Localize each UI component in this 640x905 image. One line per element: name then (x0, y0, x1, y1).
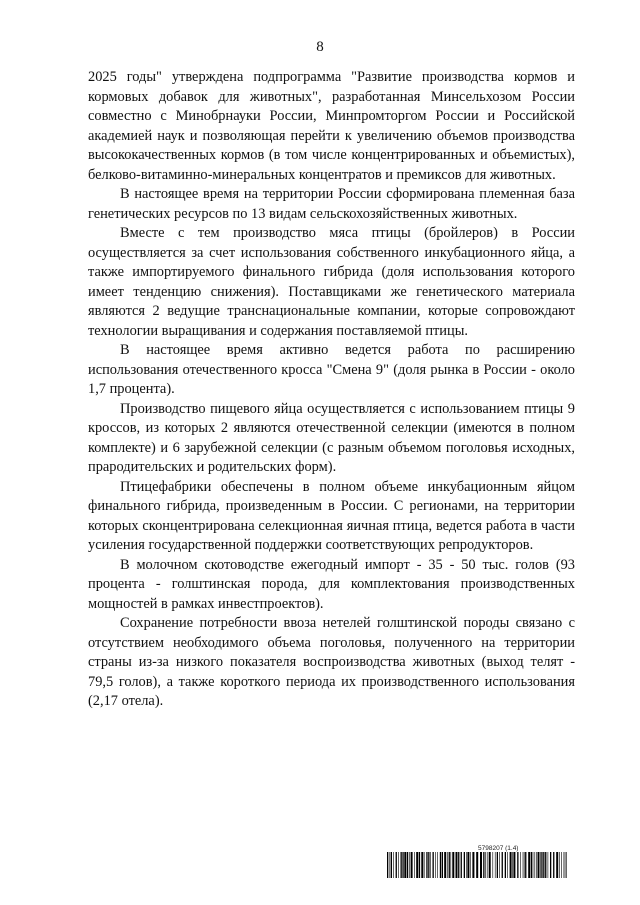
page-number: 8 (316, 39, 324, 55)
barcode-bar (426, 852, 427, 878)
barcode-bar (531, 852, 532, 878)
barcode-bar (409, 852, 410, 878)
barcode-bar (533, 852, 534, 878)
barcode-bar (424, 852, 425, 878)
barcode-bar (550, 852, 551, 878)
paragraph: 2025 годы" утверждена подпрограмма "Развитие производства кормов и кормовых добавок для животных", разработанная Минсельхозом России совместно с Минобрнауки России, Минпромторгом России и Российской академией наук и позволяющая перейти к увеличению объемов производства высококачественных кормов (в том числе концентрированных и объемистых), белково-витаминно-минеральных концентратов и премиксов для животных. (88, 69, 575, 183)
barcode-bar (396, 852, 397, 878)
barcode-bar (421, 852, 423, 878)
barcode-bar (472, 852, 474, 878)
barcode-bar (458, 852, 459, 878)
barcode-bar (517, 852, 518, 878)
paragraph: Вместе с тем производство мяса птицы (бройлеров) в России осуществляется за счет использования собственного инкубационного яйца, а также импортируемого финального гибрида (доля использования которого имеет тенденцию снижения). Поставщиками же генетического материала являются 2 ведущие транснациональные компании, которые сопровождают технологии выращивания и содержания поставляемой птицы. (88, 225, 575, 339)
barcode-bar (414, 852, 415, 878)
barcode-bar (402, 852, 403, 878)
barcode-bar (561, 852, 562, 878)
barcode-bar (428, 852, 429, 878)
barcode-bar (564, 852, 565, 878)
barcode-bar (451, 852, 452, 878)
barcode-bar (487, 852, 488, 878)
paragraph: В настоящее время на территории России сформирована племенная база генетических ресурсов по 13 видам сельскохозяйственных животных. (88, 186, 575, 222)
barcode-bar (461, 852, 462, 878)
barcode-bar (437, 852, 438, 878)
barcode-bar (510, 852, 512, 878)
barcode-bar (480, 852, 482, 878)
barcode-bar (543, 852, 544, 878)
barcode-bar (449, 852, 450, 878)
barcode-bar (387, 852, 388, 878)
barcode-bar (523, 852, 524, 878)
barcode-bar (430, 852, 431, 878)
barcode-bar (435, 852, 436, 878)
barcode-bar (483, 852, 484, 878)
barcode-bar (495, 852, 496, 878)
barcode-bar (493, 852, 494, 878)
paragraph: В настоящее время активно ведется работа по расширению использования отечественного кросса "Смена 9" (доля рынка в России - около 1,7 процента). (88, 342, 575, 397)
barcode-bar (401, 852, 402, 878)
barcode-bar (536, 852, 537, 878)
barcode-bar (489, 852, 491, 878)
barcode-bar (447, 852, 448, 878)
barcode-bar (528, 852, 530, 878)
barcode-bar (524, 852, 525, 878)
barcode-bar (540, 852, 541, 878)
barcode-bar (470, 852, 471, 878)
barcode-bar (502, 852, 503, 878)
barcode-bar (535, 852, 536, 878)
barcode-bar (391, 852, 392, 878)
barcode-bar (499, 852, 500, 878)
barcode-bar (452, 852, 454, 878)
paragraph: В молочном скотоводстве ежегодный импорт - 35 - 50 тыс. голов (93 процента - голштинская порода, для комплектования производственных мощностей в рамках инвестпроектов). (88, 556, 575, 612)
barcode-bar (464, 852, 465, 878)
paragraph: Птицефабрики обеспечены в полном объеме инкубационным яйцом финального гибрида, произведенным в России. С регионами, на территории которых сконцентрирована селекционная яичная птица, ведется работа в части усиления государственной поддержки соответствующих репродукторов. (88, 478, 575, 553)
barcode-bar (505, 852, 506, 878)
barcode-bar (520, 852, 521, 878)
barcode-bar (513, 852, 515, 878)
barcode-bar (512, 852, 513, 878)
barcode-bar (404, 852, 406, 878)
barcode-bar (440, 852, 441, 878)
barcode-bar (416, 852, 418, 878)
document-code: 5798207 (1.4) (478, 845, 519, 852)
barcode-bar (507, 852, 508, 878)
barcode-bar (390, 852, 391, 878)
barcode-bar (541, 852, 542, 878)
barcode-bar (442, 852, 443, 878)
paragraph: Сохранение потребности ввоза нетелей голштинской породы связано с отсутствием необходимого объема поголовья, полученного на территории страны из-за низкого показателя воспроизводства животных (выход телят - 79,5 голов), а также короткого периода их производственного использования (2,17 отела). (88, 615, 575, 709)
barcode-bar (444, 852, 446, 878)
paragraph: Производство пищевого яйца осуществляется с использованием птицы 9 кроссов, из которых 2 являются отечественной селекции (имеются в полном комплекте) и 6 зарубежной селекции (с разным объемом поголовья исходных, прародительских и родительских форм). (88, 400, 575, 475)
barcode-bar (393, 852, 394, 878)
barcode-bar (565, 852, 566, 878)
barcode-bar (411, 852, 413, 878)
barcode-bar (538, 852, 540, 878)
barcode-bar (467, 852, 469, 878)
barcode-bar (497, 852, 498, 878)
body-text (88, 68, 575, 712)
barcode-bar (419, 852, 420, 878)
barcode-bar (545, 852, 546, 878)
barcode-bar (525, 852, 526, 878)
barcode-bar (548, 852, 549, 878)
barcode-bar (456, 852, 458, 878)
barcode-bar (407, 852, 408, 878)
barcode-bar (466, 852, 467, 878)
barcode-bar (556, 852, 558, 878)
barcode (387, 852, 567, 878)
barcode-bar (476, 852, 478, 878)
barcode-bar (566, 852, 567, 878)
barcode-bar (433, 852, 434, 878)
barcode-bar (553, 852, 554, 878)
barcode-bar (559, 852, 560, 878)
barcode-bar (398, 852, 399, 878)
barcode-bar (485, 852, 486, 878)
